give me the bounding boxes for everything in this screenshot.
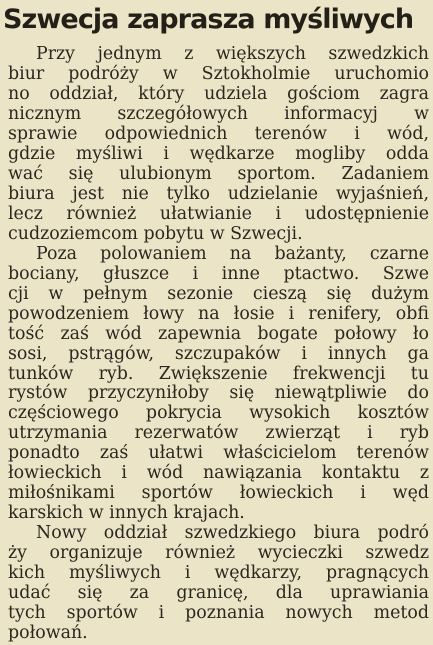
article-line: nicznym szczegółowych informacyj w	[8, 103, 429, 124]
article-line: udać się za granicę, dla uprawiania	[8, 583, 429, 604]
article-line: ży organizuje również wycieczki szwedz	[8, 543, 429, 564]
article-line: Przy jednym z większych szwedzkich	[36, 44, 429, 64]
article-line: częściowego pokrycia wysokich kosztów	[8, 403, 429, 424]
article-line: połowań.	[8, 623, 88, 643]
article-line: lecz również ułatwianie i udostępnienie	[8, 203, 429, 224]
article-line: łowieckich i wód nawiązania kontaktu z	[8, 463, 429, 484]
article-line: no oddział, który udziela gościom zagra	[8, 83, 429, 104]
article-line: biur podróży w Sztokholmie uruchomio	[8, 64, 429, 84]
article-line: cji w pełnym sezonie cieszą się dużym	[8, 283, 429, 304]
article-line: rystów przyczyniłoby się niewątpliwie do	[8, 383, 429, 404]
article-line: wać się ulubionym sportom. Zadaniem	[8, 163, 429, 184]
article-line: gdzie myśliwi i wędkarze mogliby odda	[8, 143, 429, 164]
article-line: bociany, głuszce i inne ptactwo. Szwe	[8, 263, 429, 284]
article-line: tych sportów i poznania nowych metod	[8, 603, 429, 624]
article-line: Poza polowaniem na bażanty, czarne	[36, 243, 429, 264]
article-line: karskich w innych krajach.	[8, 503, 245, 524]
article-line: sprawie odpowiednich terenów i wód,	[8, 123, 429, 144]
article-line: cudzoziemcom pobytu w Szwecji.	[8, 223, 303, 244]
article-line: sosi, pstrągów, szczupaków i innych ga	[8, 343, 429, 364]
article-line: tość zaś wód zapewnia bogate połowy ło	[8, 323, 429, 344]
article-line: tunków ryb. Zwiększenie frekwencji tu	[8, 363, 429, 384]
article-line: kich myśliwych i wędkarzy, pragnących	[8, 563, 429, 584]
article-headline: Szwecja zaprasza myśliwych	[3, 4, 414, 35]
article-line: Nowy oddział szwedzkiego biura podró	[36, 523, 429, 544]
article-line: miłośnikami sportów łowieckich i węd	[8, 483, 429, 504]
article-line: ponadto zaś ułatwi właścicielom terenów	[8, 443, 429, 464]
article-line: biura jest nie tylko udzielanie wyjaśnień,	[8, 183, 429, 204]
article-line: powodzeniem łowy na łosie i renifery, obfi	[8, 303, 429, 324]
article-line: utrzymania rezerwatów zwierząt i ryb	[8, 423, 429, 444]
